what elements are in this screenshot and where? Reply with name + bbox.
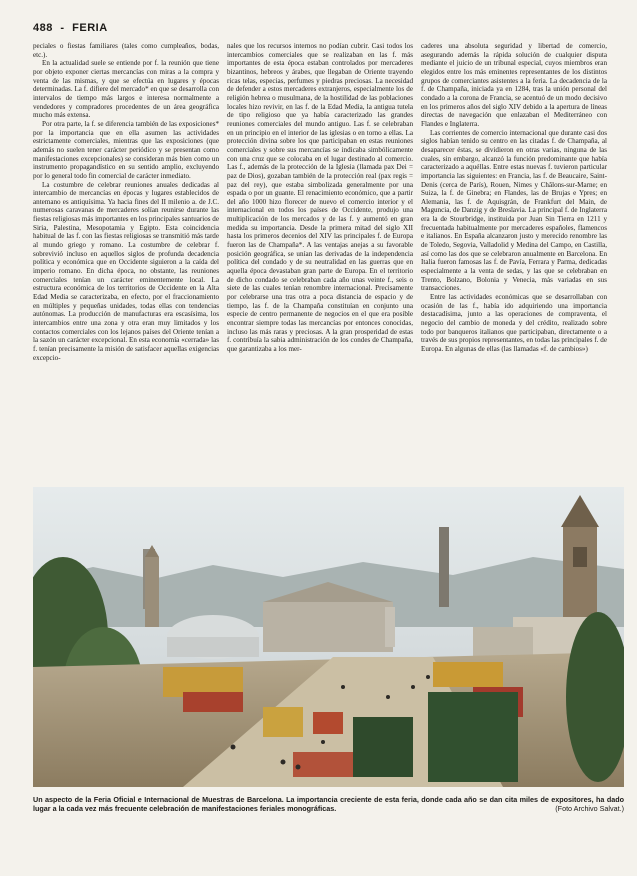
header-separator: - <box>60 22 65 34</box>
text-columns <box>33 42 607 482</box>
paragraph: Las corrientes de comercio internacional que durante casi dos siglos habían tenido su centro en las citadas f. de Champaña, al desaparecer éstas, se dividieron en otras varias, ninguna de las cuales, sin embargo, alcanzó la función predominante que había caracterizado a aquéllas. Entre estas nuevas f. tuvieron particular importancia las siguientes: en Francia, las f. de Beaucaire, Saint-Denis (cerca de París), Rouen, Nimes y Châlons-sur-Marne; en Suiza, la f. de Ginebra; en Flandes, las de Brujas e Ypres; en Alemania, las f. de Aquisgrán, de Frankfurt del Main, de Maguncia, de Danzig y de Breslavia. La principal f. de Inglaterra era la de Stourbridge, instituida por Juan Sin Tierra en 1211 y frecuentada habitualmente por mercaderes españoles, flamencos e italianos. En España alcanzaron justo y merecido renombre las de Toledo, Segovia, Valladolid y Medina del Campo, en Castilla, así como las dos que se celebraron anualmente en Barcelona. En Italia fueron famosas las f. de Pavía, Ferrara y Parma, dedicadas especialmente a la venta de sedas, y las que se celebraban en Trento, Bolzano, Bolonia y Venecia, más variadas en sus transacciones. <box>421 128 607 293</box>
caption-text: Un aspecto de la Feria Oficial e Internacional de Muestras de Barcelona. La importancia creciente de esta feria, donde cada año se dan cita miles de expositores, ha dado lugar a la cada vez más frecuente celebración de manifestaciones feriales monográficas. <box>33 795 624 813</box>
paragraph: peciales o fiestas familiares (tales como cumpleaños, bodas, etc.). <box>33 42 219 59</box>
photo-credit: (Foto Archivo Salvat.) <box>555 804 624 813</box>
section-title: FERIA <box>72 22 108 34</box>
running-head <box>33 22 108 34</box>
text-column-3 <box>421 42 607 482</box>
paragraph: Entre las actividades económicas que se desarrollaban con ocasión de las f., había ido adquiriendo una importancia destacadísima, junto a las operaciones de compraventa, el negocio del cambio de moneda y del crédito, realizado sobre todo por banqueros italianos que participaban, directamente o a través de sus propios representantes, en todas las principales f. de Europa. En algunas de ellas (las llamadas «f. de cambios») <box>421 293 607 353</box>
paragraph: Por otra parte, la f. se diferencia también de las exposiciones* por la importancia que en ella asumen las actividades estrictamente comerciales, mientras que las exposiciones (que además no suelen tener carácter periódico y se presentan como manifestaciones excepcionales) se consideran más bien como un instrumento propagandístico en su sentido amplio, excluyendo por lo general todo fin comercial de carácter inmediato. <box>33 119 219 180</box>
photo-caption <box>33 795 624 813</box>
paragraph: La costumbre de celebrar reuniones anuales dedicadas al intercambio de mercancías en épocas y lugares establecidos de antemano es antiquísima. Ya hacia fines del II milenio a. de J.C. numerosas caravanas de mercaderes solían reunirse durante las fiestas religiosas más importantes en los principales santuarios de Siria, Palestina, Mesopotamia y Egipto. Esta coincidencia habitual de las f. con las fiestas religiosas se transmitió más tarde al mundo griego y romano. La costumbre de celebrar f. sobrevivió incluso en aquellos siglos de profunda decadencia política y económica que en Occidente siguieron a la caída del imperio romano. En dicha época, no obstante, las reuniones comerciales tenían un carácter eminentemente local. La estructura económica de los territorios de Occidente en la Alta Edad Media se caracterizaba, en efecto, por el fraccionamiento en múltiples y pequeñas unidades, todas ellas con tendencias autónomas. La producción de manufacturas era escasísima, los intercambios entre una zona y otra eran muy limitados y los contactos comerciales con los lejanos países del Oriente tenían a la sazón un carácter excepcional. En esta economía «cerrada» las f. tenían precisamente la misión de satisfacer aquellas exigencias excepcio- <box>33 180 219 362</box>
fair-photograph-illustration <box>33 487 624 787</box>
paragraph: caderes una absoluta seguridad y libertad de comercio, asegurando además la rápida solución de cualquier disputa mediante el juicio de un tribunal especial, cuyos miembros eran elegidos entre los más eminentes representantes de los distintos grupos de comerciantes asistentes a la feria. La decadencia de la f. de Champaña, iniciada ya en 1284, tras la unión personal del condado a la corona de Francia, se acentuó de un modo decisivo en los primeros años del siglo XIV debido a la apertura de líneas directas de navegación que enlazaban el Mediterráneo con Flandes e Inglaterra. <box>421 42 607 128</box>
text-column-1 <box>33 42 219 482</box>
fair-photograph <box>33 487 624 787</box>
paragraph: En la actualidad suele se entiende por f. la reunión que tiene por objeto exponer ciertas mercancías con miras a la compra y venta de las mismas, y que se efectúa en lugares y épocas determinadas. La f. difiere del mercado* en que se desarrolla con intervalos de tiempo más largos e interesa normalmente a vendedores y compradores procedentes de un área geográfica mucho más extensa. <box>33 59 219 120</box>
paragraph: nales que los recursos internos no podían cubrir. Casi todos los intercambios comerciales que se realizaban en las f. más importantes de esta época estaban controlados por mercaderes bizantinos, hebreos y árabes, que llegaban de Oriente trayendo ricas telas, especias, perfumes y piedras preciosas. La necesidad de defender a estos mercaderes extranjeros, especialmente los de religión hebrea o musulmana, de la hostilidad de las poblaciones locales hizo revivir, en las f. de la Edad Media, la antigua tutela de tipo religioso que ya había caracterizado las grandes reuniones comerciales del mundo antiguo. Las f. se celebraban en un principio en el interior de las iglesias o en torno a ellas. La protección divina sobre los que participaban en estas reuniones comerciales y sobre sus mercancías se indicaba simbólicamente con una cruz que se colocaba en el lugar destinado al comercio. Las f., además de la protección de la Iglesia (llamada pax Dei = paz de Dios), gozaban también de la protección real (pax regis = paz del rey), que estaba simbolizada generalmente por una espada o por un guante. El renacimiento económico, que a partir del año 1000 hizo florecer de nuevo el comercio interior y el internacional en todos los países de Occidente, produjo una multiplicación de los mercados y de las f. y aumentó en gran medida su importancia. Desde la primera mitad del siglo XII hasta los primeros decenios del XIV las principales f. de Europa fueron las de Champaña*. A las ventajas anejas a su favorable posición geográfica, se unían las derivadas de la independencia política del condado y de su neutralidad en las guerras que en aquella época devastaban gran parte de Europa. En el territorio de dicho condado se celebraban cada año unas veinte f., seis o siete de las cuales tenían renombre internacional. Precisamente por celebrarse una tras otra a poca distancia de espacio y de tiempo, las f. de la Champaña constituían en conjunto una especie de centro permanente de negocios en el que era posible encontrar siempre todas las mercancías por entonces conocidas, incluso las más raras y preciosas. A la gran prosperidad de estas f. contribuía la sabia administración de los condes de Champaña, que garantizaba a los mer- <box>227 42 413 353</box>
page-number: 488 <box>33 22 53 34</box>
text-column-2 <box>227 42 413 482</box>
